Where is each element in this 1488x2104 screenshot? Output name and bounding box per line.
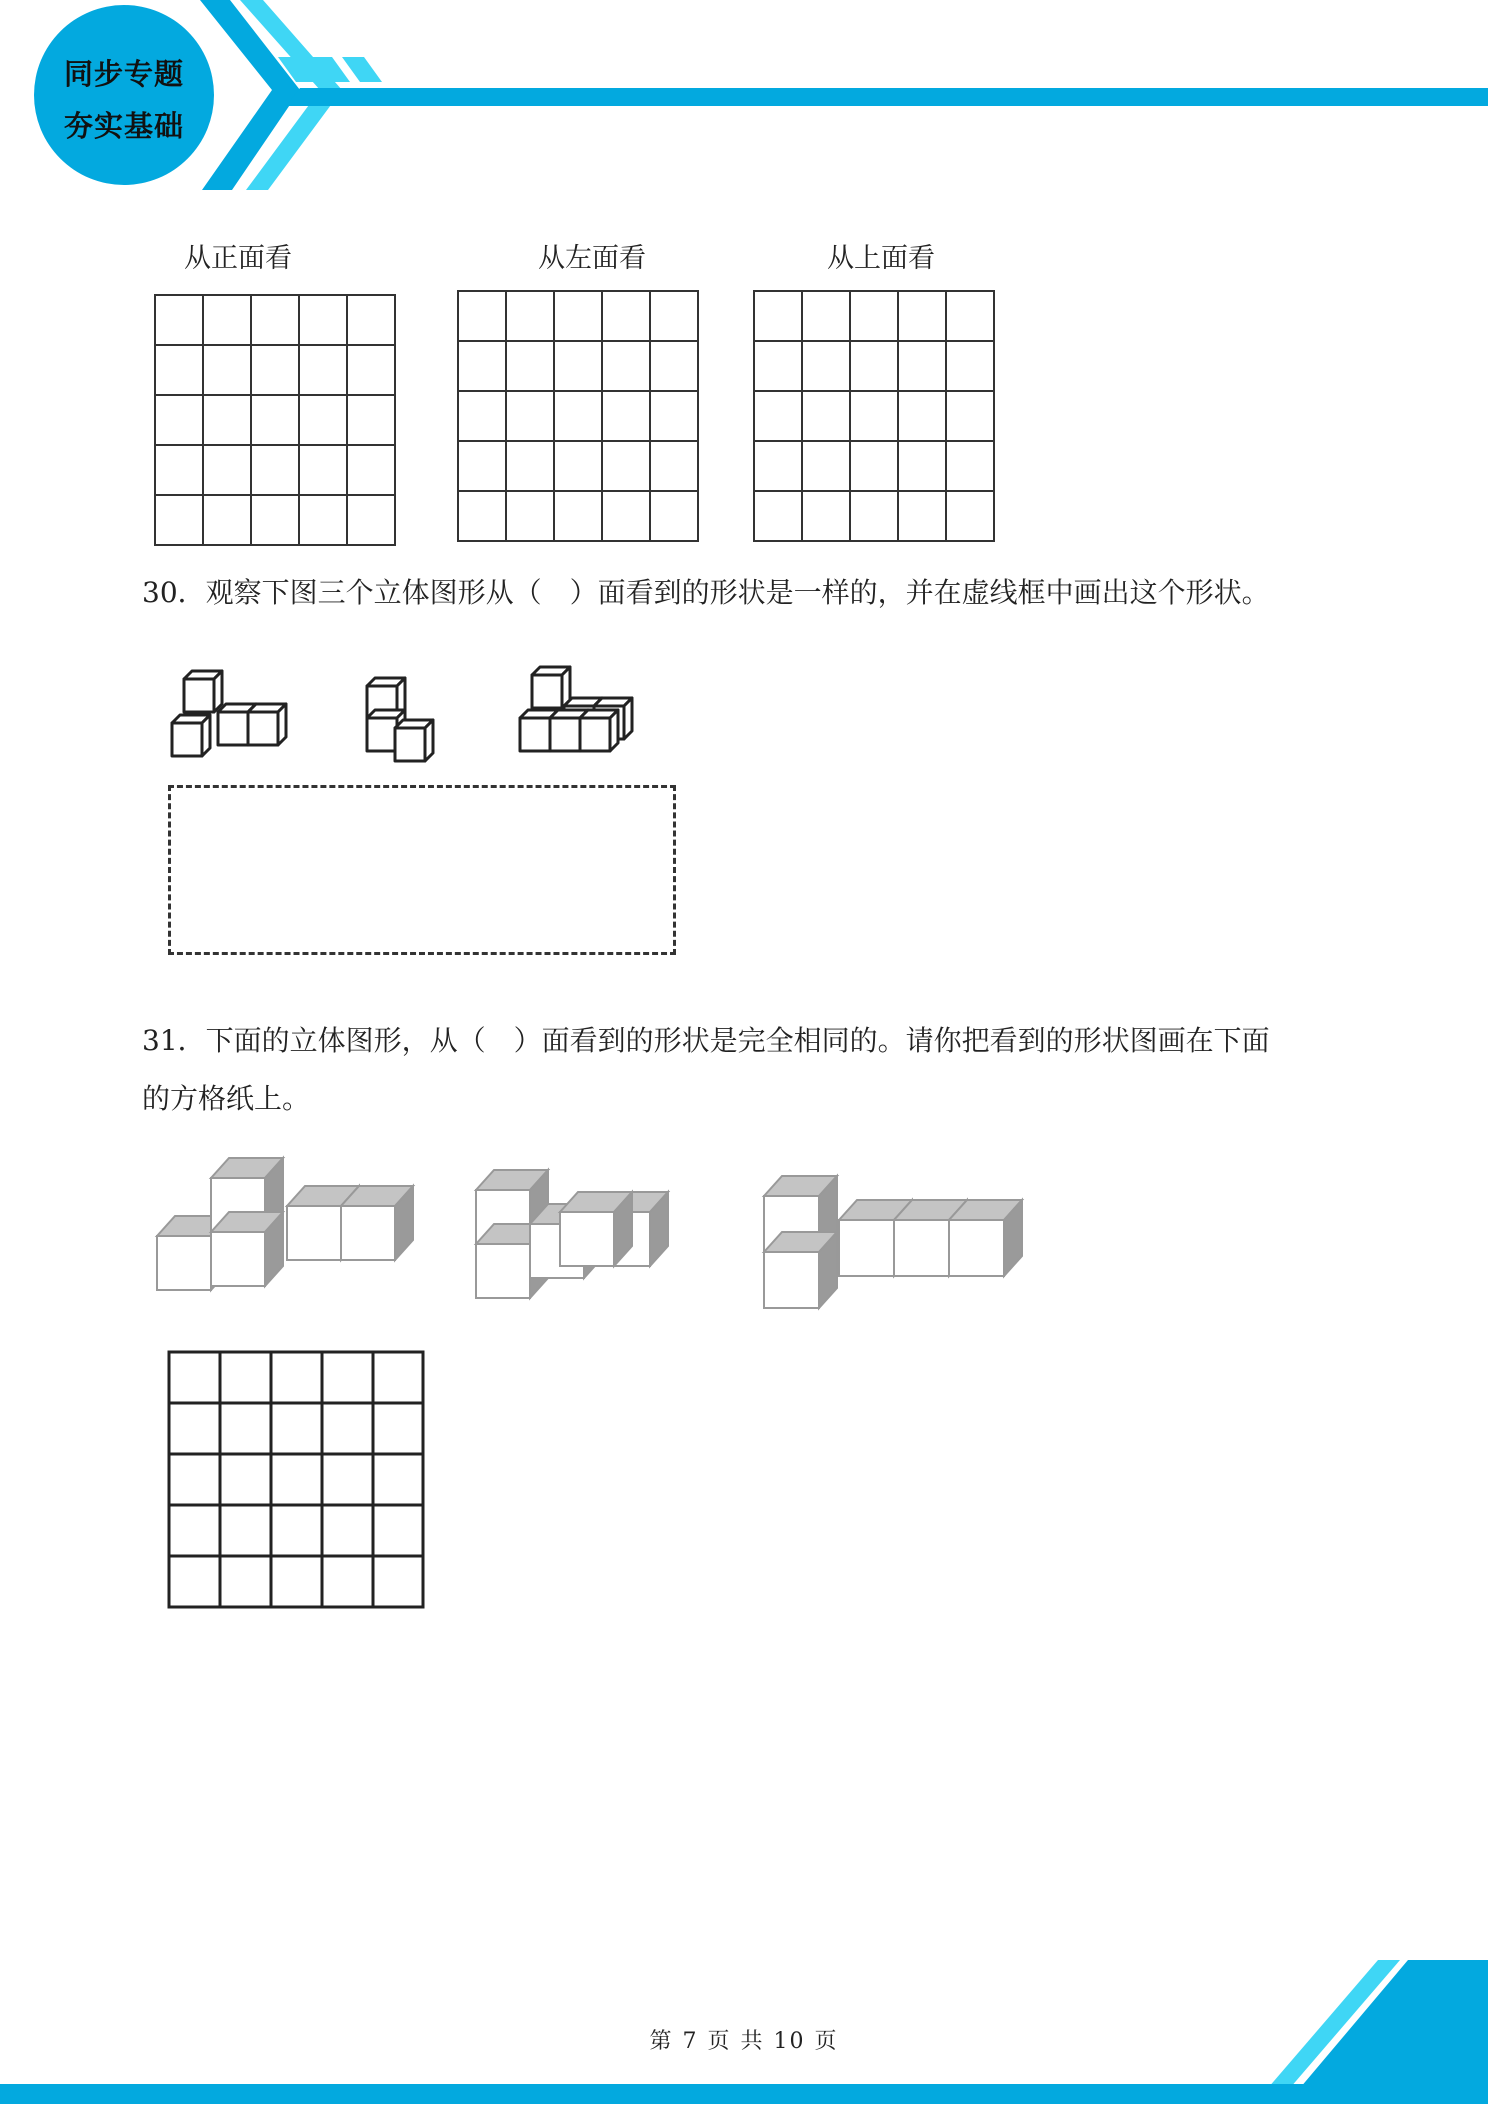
top-view-label: 从上面看	[827, 243, 935, 274]
left-view-grid	[457, 290, 701, 542]
q31-cube-figures	[150, 1150, 1050, 1330]
question-31-line-2: 的方格纸上。	[142, 1082, 311, 1115]
page-number: 第 7 页 共 10 页	[649, 2029, 839, 2054]
badge-line-1: 同步专题	[63, 57, 184, 91]
q30-cube-figures	[160, 660, 660, 770]
footer-banner	[0, 1960, 1488, 2104]
question-30-text: 30．观察下图三个立体图形从（ ）面看到的形状是一样的，并在虚线框中画出这个形状。	[142, 576, 1270, 609]
badge-line-2: 夯实基础	[63, 109, 184, 143]
front-view-grid	[154, 294, 398, 546]
left-view-label: 从左面看	[538, 243, 646, 274]
header-banner	[0, 0, 1488, 200]
answer-dashed-box[interactable]	[168, 785, 676, 955]
question-31-line-1: 31．下面的立体图形，从（ ）面看到的形状是完全相同的。请你把看到的形状图画在下面	[142, 1024, 1270, 1057]
q31-answer-grid[interactable]	[167, 1350, 427, 1610]
front-view-label: 从正面看	[184, 243, 292, 274]
top-view-grid	[753, 290, 997, 542]
